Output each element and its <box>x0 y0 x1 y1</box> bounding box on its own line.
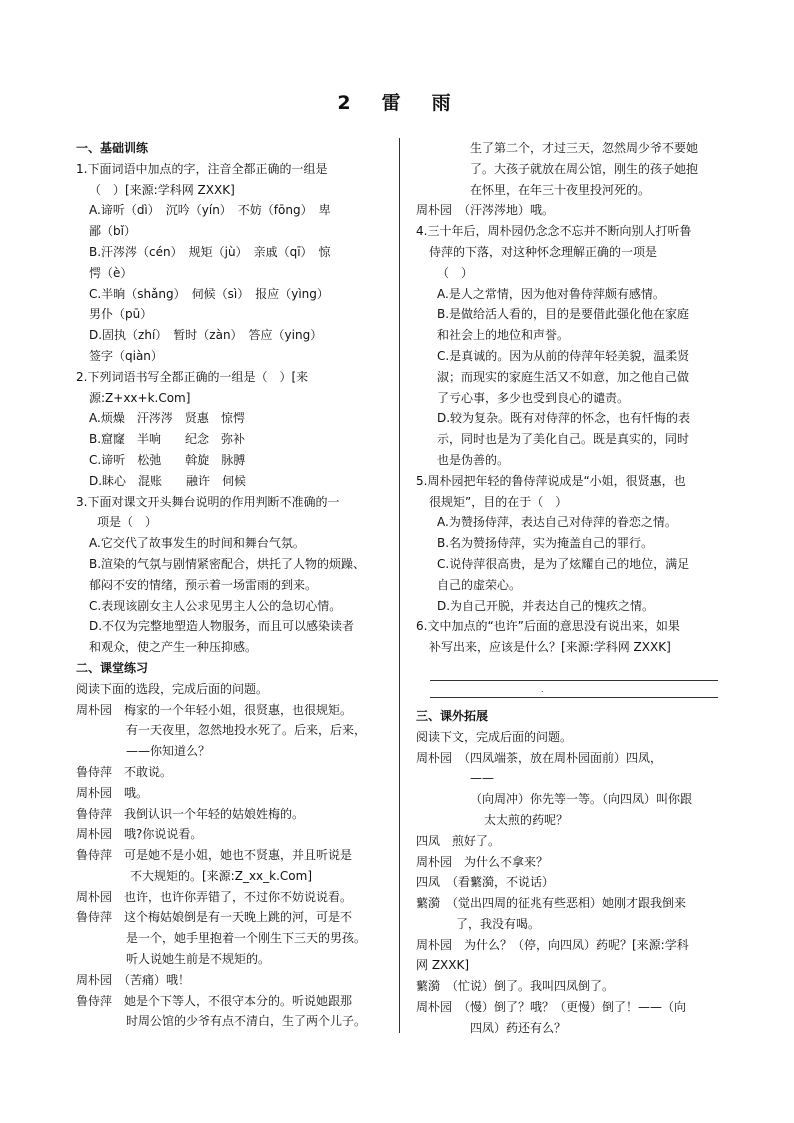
question-5: 5.周朴园把年轻的鲁侍萍说成是“小姐，很贤惠，也 <box>416 473 686 488</box>
option-d-cont: 签字（qiàn） <box>89 348 163 363</box>
option-a: A.烦燥 汗涔涔 贤惠 惊愕 <box>89 411 245 426</box>
question-2: 2.下列词语书写全都正确的一组是（ ）[来 <box>76 369 309 384</box>
option-d: D.为自己开脱，并表达自己的愧疚之情。 <box>437 598 655 613</box>
option-d: D.较为复杂。既有对侍萍的怀念，也有忏悔的表 <box>437 411 691 426</box>
option-c-cont: 淑；而现实的家庭生活又不如意，加之他自己做 <box>437 369 690 384</box>
question-2-cont: 源:Z+xx+k.Com] <box>89 390 191 405</box>
dialogue-line: 鲁侍萍 不敢说。 <box>76 764 173 779</box>
option-a: A.它交代了故事发生的时间和舞台气氛。 <box>89 536 305 551</box>
dialogue-cont: 四凤）药还有么？ <box>470 1020 567 1035</box>
right-column <box>416 138 720 1039</box>
question-3-cont: 项是（ ） <box>97 515 158 530</box>
option-a: A.谛听（dì） 沉吟（yín） 不妨（fōng） 卑 <box>89 203 331 218</box>
question-6-cont: 补写出来，应该是什么？[来源:学科网 ZXXK] <box>429 640 671 655</box>
dialogue-cont: 了。大孩子就放在周公馆，刚生的孩子她抱 <box>470 161 699 176</box>
column-divider <box>399 138 400 1033</box>
option-b: B.是做给活人看的，目的是要借此强化他在家庭 <box>437 307 690 322</box>
answer-line[interactable] <box>430 658 718 681</box>
dialogue-cont: 是一个，她手里抱着一个刚生下三天的男孩。 <box>126 931 367 946</box>
option-d-cont: 也是伪善的。 <box>437 452 510 467</box>
dialogue-cont: 在怀里，在年三十夜里投河死的。 <box>470 182 651 197</box>
option-d-cont: 和观众，使之产生一种压抑感。 <box>89 640 258 655</box>
option-b: B.汗涔涔（cén） 规矩（jù） 亲戚（qī） 惊 <box>89 244 331 259</box>
dialogue-line: 鲁侍萍 我倒认识一个年轻的姑娘姓梅的。 <box>76 806 305 821</box>
option-d-cont: 示，同时也是为了美化自己。既是真实的，同时 <box>437 432 690 447</box>
page-title: 2 雷 雨 <box>337 92 457 114</box>
option-b: B.渲染的气氛与剧情紧密配合，烘托了人物的烦躁、 <box>89 556 366 571</box>
question-4: 4.三十年后，周朴园仍念念不忘并不断向别人打听鲁 <box>416 224 692 239</box>
question-3: 3.下面对课文开头舞台说明的作用判断不准确的一 <box>76 494 340 509</box>
option-c: C.半晌（shǎng） 伺候（sì） 报应（yìng） <box>89 286 329 301</box>
option-a: A.是人之常情，因为他对鲁侍萍颇有感情。 <box>437 286 665 301</box>
dialogue-line: 周朴园 哦?你说说看。 <box>76 827 203 842</box>
option-c: C.说侍萍很高贵，是为了炫耀自己的地位，满足 <box>437 556 690 571</box>
option-a-cont: 鄙（bǐ） <box>89 224 136 239</box>
dialogue-line: 蘩漪 （觉出四周的征兆有些恶相）她刚才跟我倒来 <box>416 896 687 911</box>
dialogue-line: 周朴园 也许，也许你弄错了，不过你不妨说说看。 <box>76 889 353 904</box>
dialogue-line: 四凤 煎好了。 <box>416 833 501 848</box>
section-heading: 一、基础训练 <box>76 141 149 155</box>
option-c-cont: 自己的虚荣心。 <box>437 577 522 592</box>
option-a: A.为赞扬侍萍，表达自己对侍萍的眷恋之情。 <box>437 515 677 530</box>
dialogue-line: 周朴园 为什么？（停，向四凤）药呢？[来源:学科 <box>416 937 689 952</box>
question-1-cont: （ ）[来源:学科网 ZXXK] <box>89 182 235 197</box>
dialogue-cont: 不大规矩的。[来源:Z_xx_k.Com] <box>130 868 313 883</box>
dialogue-line: 周朴园 哦。 <box>76 785 149 800</box>
dialogue-cont: 了，我没有喝。 <box>456 916 541 931</box>
option-c-cont: 了亏心事，多少也受到良心的谴责。 <box>437 390 630 405</box>
section-heading: 二、课堂练习 <box>76 660 149 675</box>
option-c: C.谛听 松弛 斡旋 脉膊 <box>89 452 246 467</box>
option-d: D.眛心 混账 融许 伺候 <box>89 473 247 488</box>
dialogue-line: 四凤 （看蘩漪，不说话） <box>416 875 555 890</box>
instruction: 阅读下文，完成后面的问题。 <box>416 729 573 744</box>
option-b-cont: 和社会上的地位和声誉。 <box>437 328 570 343</box>
question-5-cont: 很规矩”，目的在于（ ） <box>429 494 568 509</box>
dialogue-cont: 有一天夜里，忽然地投水死了。后来，后来， <box>126 723 367 738</box>
dialogue-line: 周朴园 （四凤端茶，放在周朴园面前）四凤， <box>416 750 663 765</box>
dialogue-line: 鲁侍萍 她是个下等人，不很守本分的。听说她跟那 <box>76 993 353 1008</box>
option-b-cont: 郁闷不安的情绪，预示着一场雷雨的到来。 <box>89 577 318 592</box>
section-heading: 三、课外拓展 <box>416 708 489 723</box>
option-c: C.表现该剧女主人公求见男主人公的急切心情。 <box>89 598 342 613</box>
option-c: C.是真诚的。因为从前的侍萍年轻美貌，温柔贤 <box>437 348 690 363</box>
dialogue-line: 周朴园 （苦痛）哦！ <box>76 972 191 987</box>
option-b: B.窟窿 半响 纪念 弥补 <box>89 432 246 447</box>
option-c-cont: 男仆（pū） <box>89 307 153 322</box>
dialogue-cont: ——你知道么？ <box>126 744 211 759</box>
dialogue-cont: 网 ZXXK] <box>416 958 470 973</box>
dialogue-cont: —— <box>470 771 494 786</box>
dialogue-line: 周朴园 为什么不拿来？ <box>416 854 549 869</box>
dialogue-cont: 时周公馆的少爷有点不清白，生了两个儿子。 <box>126 1014 367 1029</box>
question-6: 6.文中加点的“也许”后面的意思没有说出来，如果 <box>416 619 680 634</box>
dialogue-cont: （向周冲）你先等一等。（向四凤）叫你跟 <box>470 792 693 807</box>
dialogue-cont: 太太煎的药呢？ <box>484 812 569 827</box>
answer-dot: . <box>541 684 544 694</box>
dialogue-line: 蘩漪 （忙说）倒了。我叫四凤倒了。 <box>416 979 615 994</box>
option-b: B.名为赞扬侍萍，实为掩盖自己的罪行。 <box>437 536 654 551</box>
answer-line[interactable] <box>430 697 718 698</box>
question-1: 1.下面词语中加点的字，注音全都正确的一组是 <box>76 161 328 176</box>
dialogue-line: 鲁侍萍 可是她不是小姐，她也不贤惠，并且听说是 <box>76 848 353 863</box>
dialogue-cont: 生了第二个，才过三天，忽然周少爷不要她 <box>470 141 699 155</box>
left-column <box>76 138 382 1032</box>
dialogue-line: 周朴园 （慢）倒了？哦？（更慢）倒了！——（向 <box>416 1000 687 1015</box>
option-d: D.不仅为完整地塑造人物服务，而且可以感染读者 <box>89 619 355 634</box>
option-d: D.固执（zhí） 暂时（zàn） 答应（ying） <box>89 328 323 343</box>
dialogue-line: 周朴园 梅家的一个年轻小姐，很贤惠，也很规矩。 <box>76 702 353 717</box>
dialogue-line: 周朴园 （汗涔涔地）哦。 <box>416 203 555 218</box>
instruction: 阅读下面的选段，完成后面的问题。 <box>76 681 269 696</box>
question-4-cont: （ ） <box>437 265 474 280</box>
question-4-cont: 侍萍的下落，对这种怀念理解正确的一项是 <box>429 244 658 259</box>
option-b-cont: 愕（è） <box>89 265 133 280</box>
dialogue-cont: 听人说她生前是不规矩的。 <box>126 952 271 967</box>
dialogue-line: 鲁侍萍 这个梅姑娘倒是有一天晚上跳的河，可是不 <box>76 910 353 925</box>
